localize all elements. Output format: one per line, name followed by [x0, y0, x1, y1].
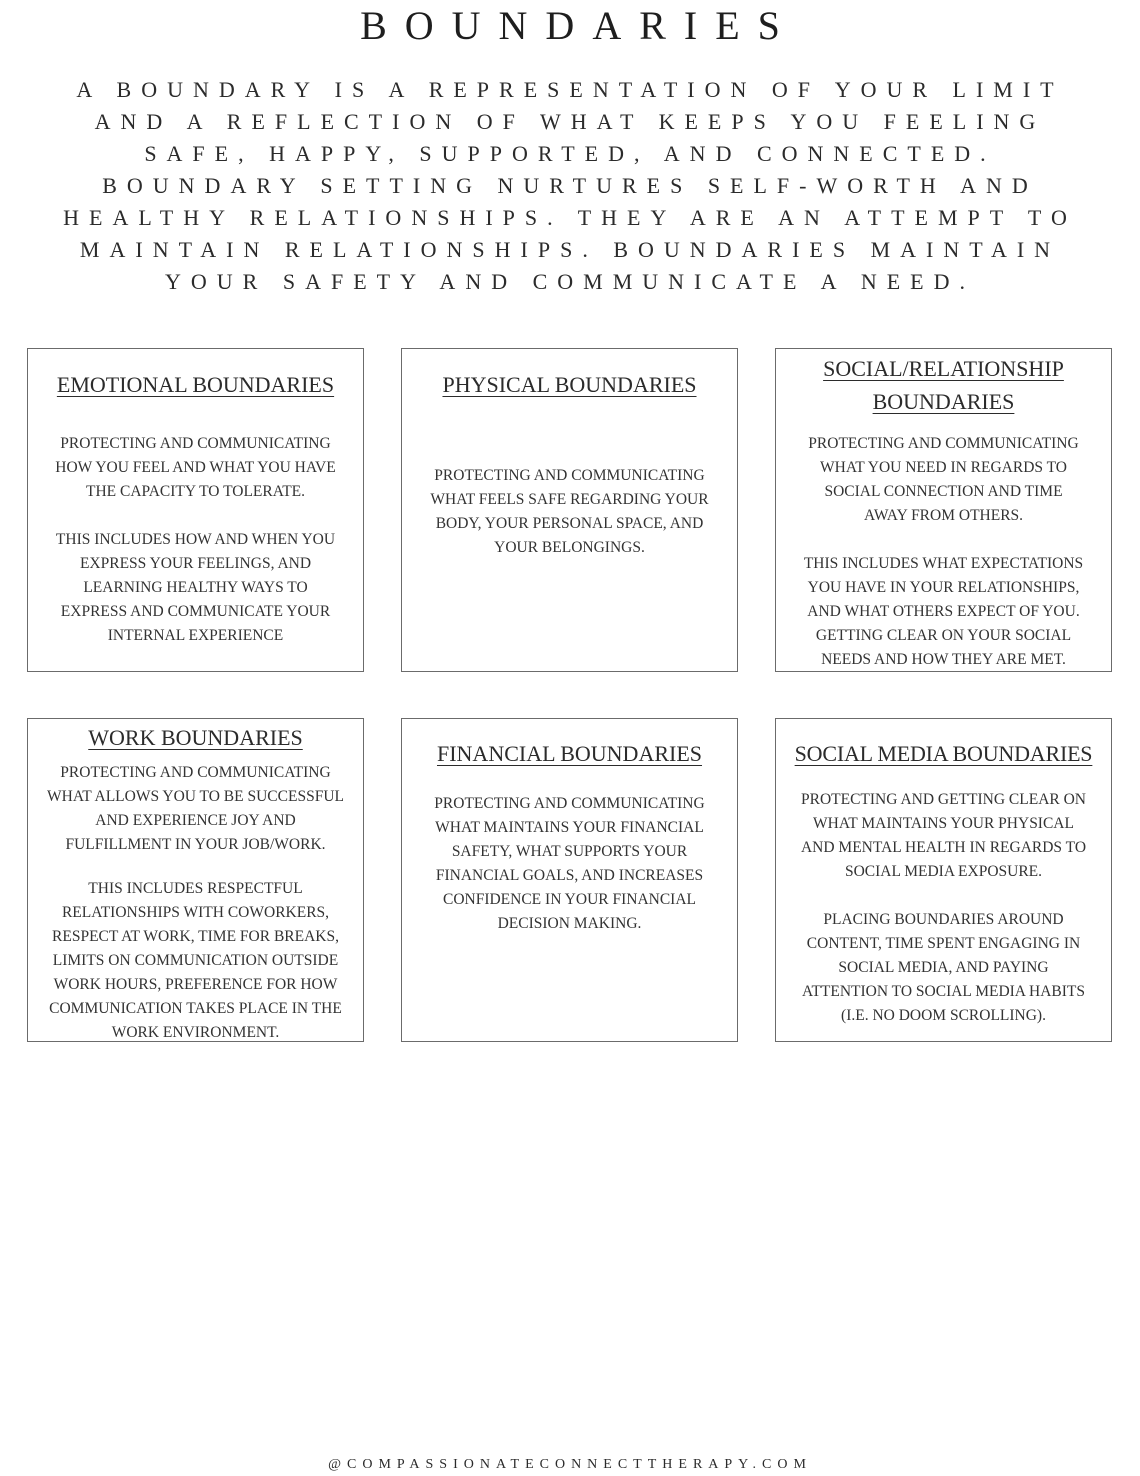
intro-text — [20, 74, 1120, 298]
card-line: FULFILLMENT IN YOUR JOB/WORK. — [65, 836, 326, 853]
card-line: AND WHAT OTHERS EXPECT OF YOU. — [807, 603, 1080, 620]
card-line: WORK ENVIRONMENT. — [111, 1024, 280, 1041]
card-title: SOCIAL/RELATIONSHIP BOUNDARIES — [823, 356, 1064, 414]
card-line: YOUR BELONGINGS. — [494, 539, 645, 556]
card-paragraph — [402, 464, 737, 560]
card-title: EMOTIONAL BOUNDARIES — [56, 372, 335, 397]
card-line: (I.E. NO DOOM SCROLLING). — [841, 1007, 1046, 1024]
card-paragraph — [776, 908, 1111, 1028]
card-paragraph — [28, 877, 363, 1045]
card-title: PHYSICAL BOUNDARIES — [442, 372, 697, 397]
intro-line: HEALTHY RELATIONSHIPS. THEY ARE AN ATTEMPT TO — [63, 205, 1077, 230]
card-line: SAFETY, WHAT SUPPORTS YOUR — [451, 843, 688, 860]
card-line: SOCIAL MEDIA, AND PAYING — [838, 959, 1049, 976]
card-body — [776, 788, 1111, 1028]
card-line: PLACING BOUNDARIES AROUND — [823, 911, 1064, 928]
card-line: SOCIAL MEDIA EXPOSURE. — [844, 863, 1043, 880]
card-line: COMMUNICATION TAKES PLACE IN THE — [49, 1000, 342, 1017]
intro-line: BOUNDARY SETTING NURTURES SELF-WORTH AND — [102, 173, 1038, 198]
card-line: EXPRESS AND COMMUNICATE YOUR — [60, 603, 331, 620]
card-line: WHAT ALLOWS YOU TO BE SUCCESSFUL — [47, 788, 344, 805]
card-body — [776, 432, 1111, 672]
card-line: AND MENTAL HEALTH IN REGARDS TO — [800, 839, 1087, 856]
card-line: WORK HOURS, PREFERENCE FOR HOW — [53, 976, 338, 993]
card-line: INTERNAL EXPERIENCE — [107, 627, 284, 644]
card-line: PROTECTING AND COMMUNICATING — [434, 795, 705, 812]
card-body — [402, 464, 737, 560]
card-body — [402, 792, 737, 936]
intro-line: YOUR SAFETY AND COMMUNICATE A NEED. — [165, 269, 975, 294]
card-line: THIS INCLUDES RESPECTFUL — [88, 880, 303, 897]
card-emotional-boundaries — [27, 348, 364, 672]
card-line: SOCIAL CONNECTION AND TIME — [824, 483, 1063, 500]
footer-website: @COMPASSIONATECONNECTTHERAPY.COM — [328, 1457, 812, 1472]
card-line: CONTENT, TIME SPENT ENGAGING IN — [806, 935, 1081, 952]
card-paragraph — [776, 432, 1111, 528]
intro-line: MAINTAIN RELATIONSHIPS. BOUNDARIES MAINTAIN — [79, 237, 1061, 262]
card-paragraph — [402, 792, 737, 936]
card-social-relationship-boundaries — [775, 348, 1112, 672]
card-line: FINANCIAL GOALS, AND INCREASES — [435, 867, 704, 884]
card-paragraph — [28, 761, 363, 857]
card-title: WORK BOUNDARIES — [88, 725, 303, 750]
card-line: CONFIDENCE IN YOUR FINANCIAL — [442, 891, 697, 908]
card-line: THIS INCLUDES HOW AND WHEN YOU — [55, 531, 336, 548]
card-line: BODY, YOUR PERSONAL SPACE, AND — [435, 515, 704, 532]
card-line: WHAT FEELS SAFE REGARDING YOUR — [430, 491, 709, 508]
card-paragraph — [776, 552, 1111, 672]
card-title: FINANCIAL BOUNDARIES — [436, 741, 703, 766]
card-body — [28, 432, 363, 648]
card-line: RESPECT AT WORK, TIME FOR BREAKS, — [52, 928, 339, 945]
card-line: WHAT MAINTAINS YOUR FINANCIAL — [435, 819, 704, 836]
card-paragraph — [776, 788, 1111, 884]
card-line: THIS INCLUDES WHAT EXPECTATIONS — [803, 555, 1084, 572]
card-physical-boundaries — [401, 348, 738, 672]
card-line: AND EXPERIENCE JOY AND — [95, 812, 296, 829]
card-line: WHAT YOU NEED IN REGARDS TO — [820, 459, 1067, 476]
card-paragraph — [28, 528, 363, 648]
card-line: DECISION MAKING. — [497, 915, 642, 932]
card-line: THE CAPACITY TO TOLERATE. — [85, 483, 306, 500]
card-line: PROTECTING AND COMMUNICATING — [60, 435, 331, 452]
card-financial-boundaries — [401, 718, 738, 1042]
card-work-boundaries — [27, 718, 364, 1042]
card-line: LIMITS ON COMMUNICATION OUTSIDE — [52, 952, 339, 969]
card-line: AWAY FROM OTHERS. — [863, 507, 1024, 524]
card-line: NEEDS AND HOW THEY ARE MET. — [821, 651, 1066, 668]
intro-line: SAFE, HAPPY, SUPPORTED, AND CONNECTED. — [144, 141, 996, 166]
card-title: SOCIAL MEDIA BOUNDARIES — [794, 741, 1093, 766]
card-line: PROTECTING AND COMMUNICATING — [60, 764, 331, 781]
card-line: YOU HAVE IN YOUR RELATIONSHIPS, — [807, 579, 1080, 596]
card-line: EXPRESS YOUR FEELINGS, AND — [79, 555, 312, 572]
card-line: PROTECTING AND COMMUNICATING — [808, 435, 1079, 452]
card-line: GETTING CLEAR ON YOUR SOCIAL — [815, 627, 1072, 644]
card-line: LEARNING HEALTHY WAYS TO — [83, 579, 308, 596]
intro-line: A BOUNDARY IS A REPRESENTATION OF YOUR LIMIT — [76, 77, 1064, 102]
card-line: RELATIONSHIPS WITH COWORKERS, — [61, 904, 330, 921]
card-body — [28, 761, 363, 1045]
card-line: PROTECTING AND COMMUNICATING — [434, 467, 705, 484]
card-line: PROTECTING AND GETTING CLEAR ON — [800, 791, 1086, 808]
card-line: WHAT MAINTAINS YOUR PHYSICAL — [813, 815, 1074, 832]
page-title: BOUNDARIES — [360, 3, 798, 48]
card-paragraph — [28, 432, 363, 504]
card-social-media-boundaries — [775, 718, 1112, 1042]
card-line: HOW YOU FEEL AND WHAT YOU HAVE — [55, 459, 336, 476]
card-line: ATTENTION TO SOCIAL MEDIA HABITS — [801, 983, 1085, 1000]
intro-line: AND A REFLECTION OF WHAT KEEPS YOU FEELING — [94, 109, 1046, 134]
